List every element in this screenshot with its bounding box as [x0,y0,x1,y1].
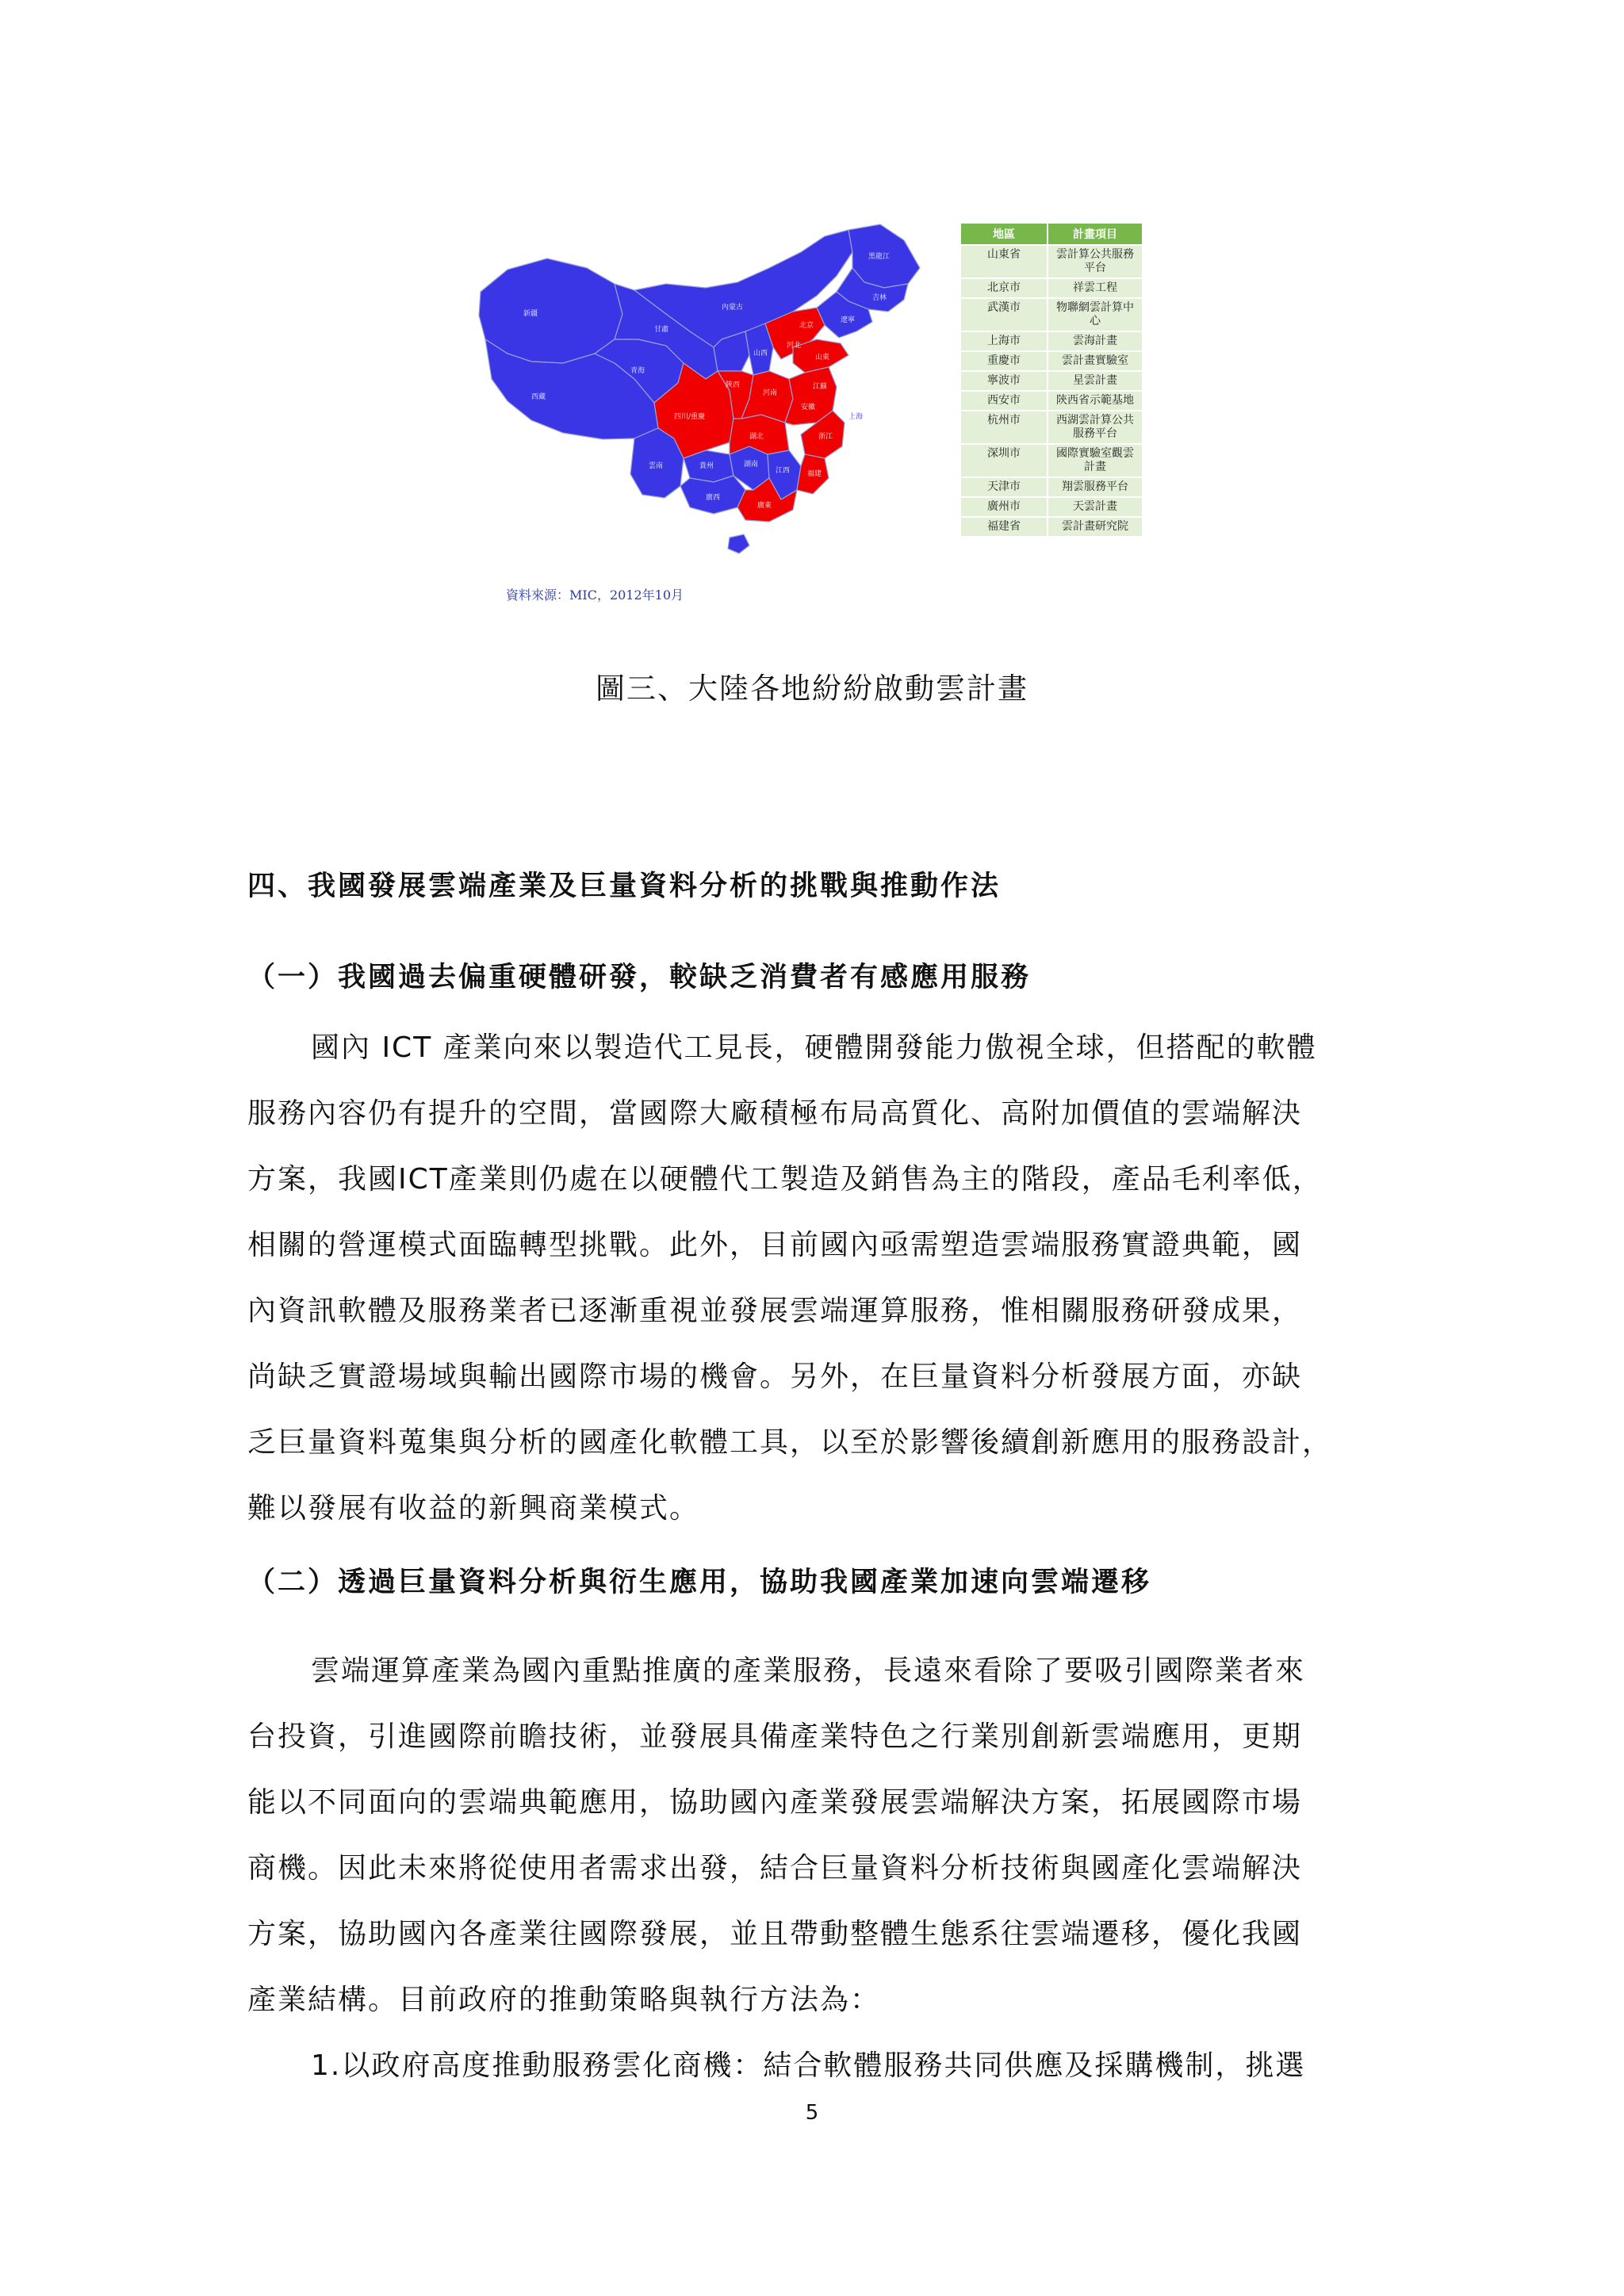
map-label: 遼寧 [841,316,856,324]
legend-region: 重慶市 [960,351,1048,371]
china-province-map [476,220,952,617]
legend-region: 福建省 [960,517,1048,537]
legend-row [960,497,1143,517]
legend-project: 星雲計畫 [1048,371,1143,391]
legend-header-region: 地區 [960,223,1048,245]
map-label: 吉林 [872,294,887,302]
paragraph-line: 產業結構。目前政府的推動策略與執行方法為： [247,1984,881,2016]
map-label: 青海 [630,367,645,375]
paragraph-line: 台投資，引進國際前瞻技術，並發展具備產業特色之行業別創新雲端應用，更期 [247,1720,1303,1753]
legend-region: 山東省 [960,245,1048,278]
legend-region: 上海市 [960,331,1048,351]
map-label: 湖北 [749,433,764,441]
legend-project: 國際實驗室觀雲計畫 [1048,444,1143,477]
page-number: 5 [805,2101,819,2125]
map-label: 雲南 [649,462,664,470]
paragraph-2 [247,1638,1405,2099]
legend-header-project: 計畫項目 [1048,223,1143,245]
paragraph-line: 商機。因此未來將從使用者需求出發，結合巨量資料分析技術與國產化雲端解決 [247,1852,1303,1885]
map-label: 黑龍江 [868,253,891,261]
legend-region: 杭州市 [960,411,1048,444]
legend-project: 祥雲工程 [1048,278,1143,298]
paragraph-line: 乏巨量資料蒐集與分析的國產化軟體工具，以至於影響後續創新應用的服務設計， [247,1426,1333,1459]
legend-row [960,331,1143,351]
legend-project: 雲計算公共服務平台 [1048,245,1143,278]
map-label: 湖南 [744,461,759,469]
paragraph-line: 尚缺乏實證場域與輸出國際市場的機會。另外，在巨量資料分析發展方面，亦缺 [247,1360,1303,1393]
legend-region: 天津市 [960,477,1048,497]
section-title: 四、我國發展雲端產業及巨量資料分析的挑戰與推動作法 [247,871,1002,902]
map-label: 山西 [753,350,768,358]
legend-region: 武漢市 [960,298,1048,331]
map-label: 上海 [848,413,864,421]
legend-project: 翔雲服務平台 [1048,477,1143,497]
legend-row [960,245,1143,278]
map-label: 四川/重慶 [674,413,706,421]
map-label: 甘肅 [654,326,669,334]
legend-row [960,411,1143,444]
map-label: 浙江 [818,433,833,441]
map-label: 廣西 [706,494,721,502]
map-label: 北京 [799,322,814,330]
china-cloud-plan-figure [476,220,1150,617]
source-note: 資料來源：MIC，2012年10月 [506,587,684,603]
paragraph-line: 能以不同面向的雲端典範應用，協助國內產業發展雲端解決方案，拓展國際市場 [247,1786,1303,1819]
legend-project: 天雲計畫 [1048,497,1143,517]
map-label: 江蘇 [813,383,828,391]
map-label: 山東 [815,354,830,362]
legend-region: 深圳市 [960,444,1048,477]
subsection-title-1: （一）我國過去偏重硬體研發，較缺乏消費者有感應用服務 [247,962,1032,993]
legend-region: 北京市 [960,278,1048,298]
map-label: 河南 [763,389,778,397]
legend-row [960,444,1143,477]
paragraph-line: 雲端運算產業為國內重點推廣的產業服務，長遠來看除了要吸引國際業者來 [311,1655,1306,1687]
map-label: 貴州 [699,462,714,470]
cloud-plan-legend-table [959,222,1143,538]
legend-row [960,477,1143,497]
legend-region: 廣州市 [960,497,1048,517]
map-label: 福建 [807,470,822,478]
legend-project: 西湖雲計算公共服務平台 [1048,411,1143,444]
map-label: 西藏 [531,393,546,401]
paragraph-line: 服務內容仍有提升的空間，當國際大廠積極布局高質化、高附加價值的雲端解決 [247,1097,1303,1130]
legend-project: 雲計畫研究院 [1048,517,1143,537]
paragraph-line: 內資訊軟體及服務業者已逐漸重視並發展雲端運算服務，惟相關服務研發成果， [247,1295,1303,1327]
legend-region: 寧波市 [960,371,1048,391]
map-label: 內蒙古 [722,304,744,312]
legend-row [960,391,1143,411]
figure-caption: 圖三、大陸各地紛紛啟動雲計畫 [596,672,1028,706]
legend-row [960,371,1143,391]
paragraph-line: 相關的營運模式面臨轉型挑戰。此外，目前國內亟需塑造雲端服務實證典範，國 [247,1229,1303,1261]
legend-row [960,351,1143,371]
map-label: 廣東 [757,502,772,510]
paragraph-line: 1.以政府高度推動服務雲化商機：結合軟體服務共同供應及採購機制，挑選 [311,2049,1306,2082]
legend-row [960,278,1143,298]
map-label: 河北 [787,342,802,350]
paragraph-line: 方案，協助國內各產業往國際發展，並且帶動整體生態系往雲端遷移，優化我國 [247,1918,1303,1950]
map-label: 陝西 [726,381,741,389]
subsection-title-2: （二）透過巨量資料分析與衍生應用，協助我國產業加速向雲端遷移 [247,1567,1152,1598]
paragraph-line: 難以發展有收益的新興商業模式。 [247,1492,700,1525]
map-region-xinjiang [479,258,622,363]
legend-region: 西安市 [960,391,1048,411]
paragraph-line: 國內 ICT 產業向來以製造代工見長，硬體開發能力傲視全球，但搭配的軟體 [311,1031,1317,1064]
paragraph-line: 方案，我國ICT產業則仍處在以硬體代工製造及銷售為主的階段，產品毛利率低， [247,1163,1323,1196]
map-label: 安徽 [801,404,816,411]
legend-project: 雲海計畫 [1048,331,1143,351]
legend-project: 物聯網雲計算中心 [1048,298,1143,331]
legend-row [960,298,1143,331]
paragraph-1 [247,1015,1405,1541]
map-label: 新疆 [523,310,538,318]
map-region-hainan [728,534,749,553]
legend-row [960,517,1143,537]
legend-project: 陝西省示範基地 [1048,391,1143,411]
legend-project: 雲計畫實驗室 [1048,351,1143,371]
map-label: 江西 [776,467,791,475]
